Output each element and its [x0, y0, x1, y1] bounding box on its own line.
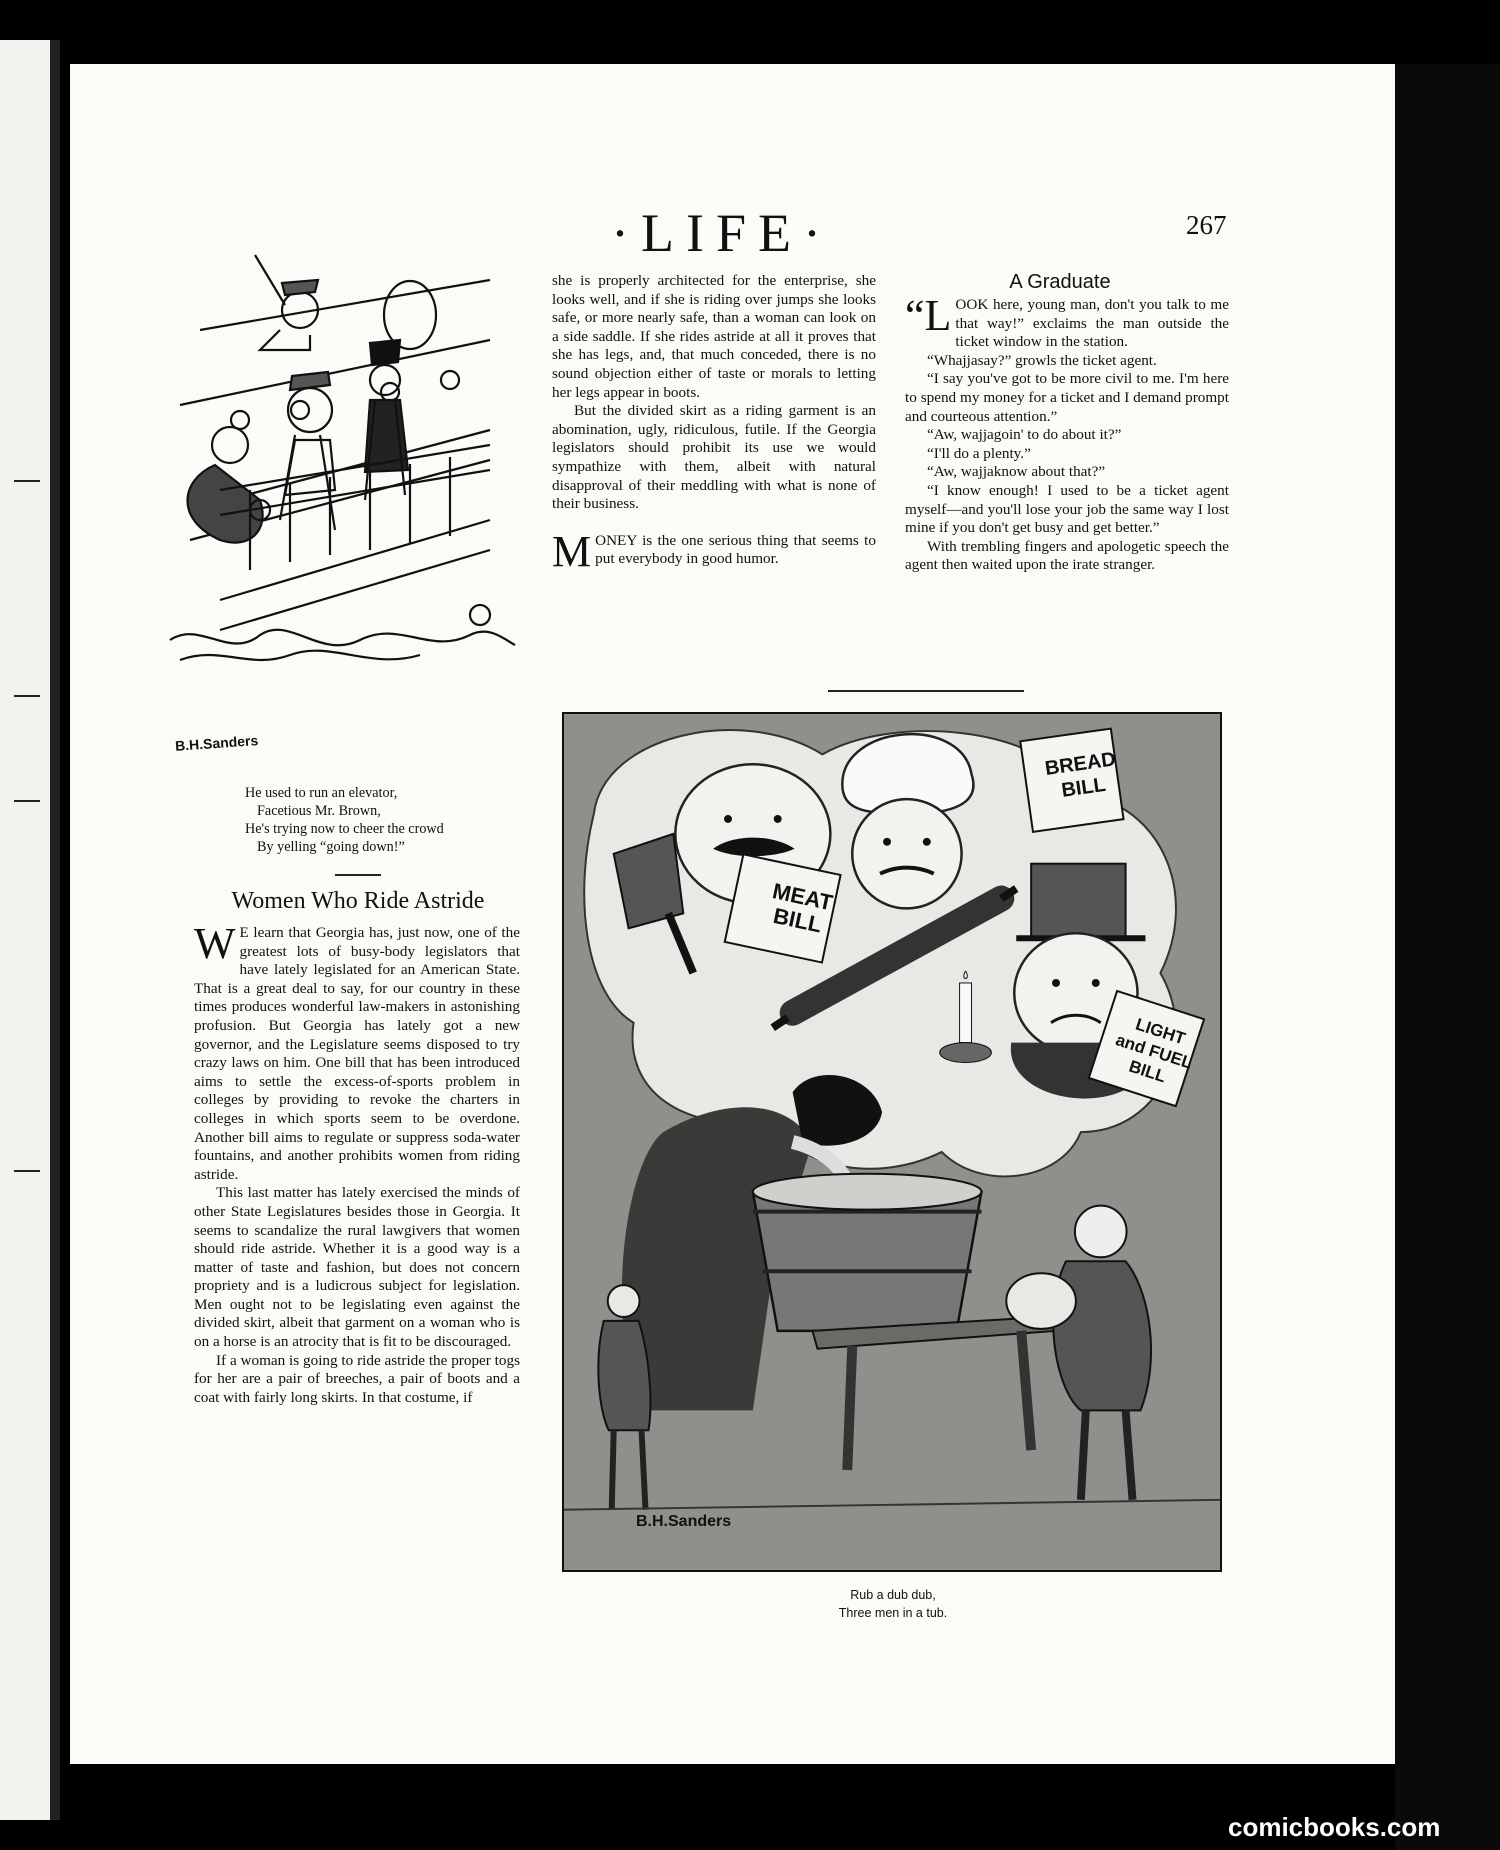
watermark: comicbooks.com [1228, 1812, 1441, 1842]
caption-line: He used to run an elevator, [245, 785, 398, 801]
article-paragraph: But the divided skirt as a riding garment is an abomination, ugly, ridiculous, futile. If the Georgia legislators should prohibit its use we would sympathize with them, albeit with natural disapproval of their meddling with what is none of their business. [552, 402, 876, 513]
graduate-paragraph: “I know enough! I used to be a ticket agent myself—and you'll lose your job the same way I lost mine if you don't get busy and get better.” [905, 481, 1229, 537]
graduate-paragraph: “Whajjasay?” growls the ticket agent. [927, 351, 1157, 369]
graduate-title: A Graduate [1009, 271, 1111, 293]
graduate-paragraph: “Aw, wajjagoin' to do about it?” [927, 426, 1122, 444]
article-paragraph: she is properly architected for the enterprise, she looks well, and if she is riding over jumps she looks safe, or more nearly safe, than a woman can look on a side saddle. If she rides astride at all it proves that she has legs, and, that much conceded, there is no sound objection either of taste or morals to letting her legs appear in boots. [552, 272, 876, 401]
divider [828, 690, 1024, 692]
caption-line: He's trying now to cheer the crowd [245, 821, 444, 837]
masthead: ·LIFE· [611, 203, 833, 263]
caption-line: By yelling “going down!” [257, 839, 405, 855]
ship-cartoon-caption [245, 784, 444, 856]
article-paragraph: E learn that Georgia has, just now, one of the greatest lots of busy-body legislators that have lately legislated for an American State. That is a great deal to say, for our country in these times produces wonderful law-makers in astonishing profusion. But Georgia has lately got a new governor, and the Legislature seems disposed to try crazy laws on him. One bill that has been introduced aims to settle the excess-of-sports problem in colleges by providing to revoke the charters in colleges in which sports seem to be overdone. Another bill aims to regulate or suppress soda-water fountains, and another prohibits women from riding astride. [194, 924, 520, 1183]
divider [335, 874, 381, 876]
dropcap: W [194, 919, 236, 968]
scan-background [1395, 64, 1500, 1850]
caption-line: Rub a dub dub, [850, 1588, 936, 1602]
money-text: ONEY is the one serious thing that seems to put everybody in good humor. [595, 531, 876, 568]
article-paragraph: If a woman is going to ride astride the proper togs for her are a pair of breeches, a pair of boots and a coat with fairly long skirts. In that costume, if [194, 1351, 520, 1406]
main-cartoon-caption [828, 1586, 958, 1622]
dropcap: “L [905, 291, 952, 340]
graduate-paragraph: “I'll do a plenty.” [927, 444, 1031, 462]
dropcap: M [552, 526, 592, 576]
article-paragraph: This last matter has lately exercised the minds of other State Legislatures besides those in Georgia. It seems to scandalize the rural lawgivers that women should ride astride. Whether it is a good way is a matter of taste and fashion, but does not concern propriety and is a ludicrous subject for legislation. Men ought not to be legislating even against the divided skirt, albeit that garment on a woman who is on a horse is an atrocity that is fit to be discouraged. [194, 1184, 520, 1351]
graduate-paragraph: “I say you've got to be more civil to me. I'm here to spend my money for a ticket and I demand prompt and courteous attention.” [905, 370, 1229, 425]
graduate-paragraph: “Aw, wajjaknow about that?” [927, 463, 1106, 481]
article-column-middle [552, 272, 876, 576]
graduate-paragraph: With trembling fingers and apologetic speech the agent then waited upon the irate stranger. [905, 537, 1229, 574]
light-fuel-bill-text: LIGHT and FUEL BILL [1113, 1014, 1195, 1087]
ship-cartoon [160, 240, 520, 680]
article-column-left [194, 919, 520, 1407]
meat-bill-text: MEAT BILL [770, 878, 835, 938]
binding-spine [50, 40, 60, 1820]
ship-cartoon-signature: B.H.Sanders [174, 732, 259, 754]
caption-line: Facetious Mr. Brown, [257, 803, 381, 819]
bread-bill-text: BREAD BILL [1043, 748, 1118, 802]
article-title: Women Who Ride Astride [231, 888, 485, 914]
main-cartoon-signature: B.H.Sanders [636, 1513, 732, 1530]
page-number: 267 [1186, 210, 1227, 240]
graduate-paragraph: OOK here, young man, don't you talk to me that way!” exclaims the man outside the ticket window in the station. [955, 296, 1229, 351]
caption-line: Three men in a tub. [838, 1606, 948, 1620]
washtub-cartoon [562, 712, 1222, 1572]
article-column-right [905, 291, 1229, 575]
